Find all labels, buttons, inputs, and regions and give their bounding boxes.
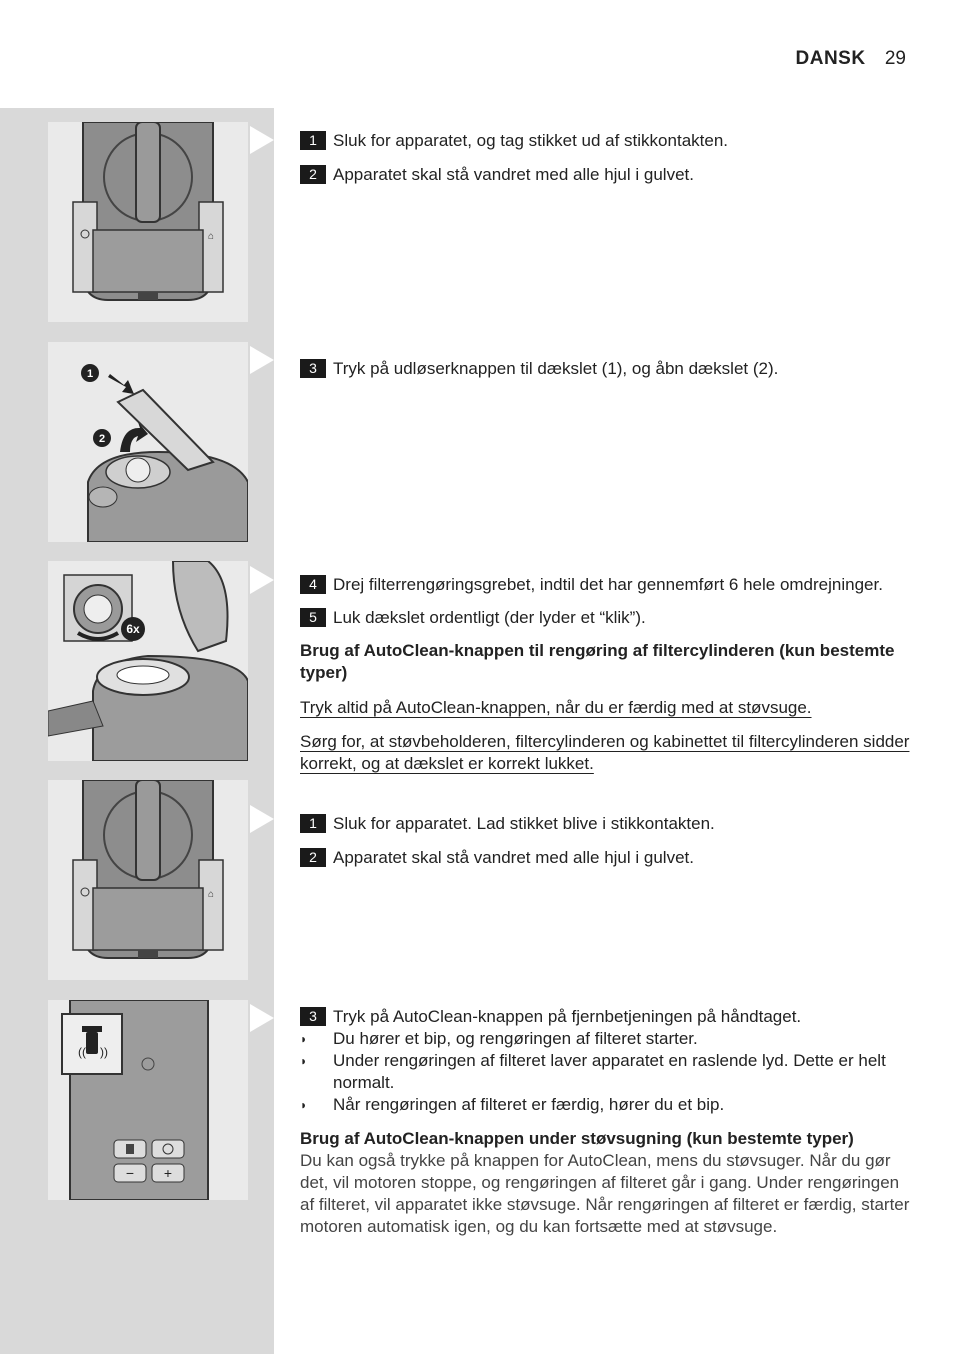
pointer-arrow — [250, 805, 274, 833]
step-number: 3 — [300, 1007, 326, 1026]
step-item — [300, 607, 910, 629]
pointer-arrow — [250, 1004, 274, 1032]
step-number: 4 — [300, 575, 326, 594]
note-text: Sørg for, at støvbeholderen, filtercylinderen og kabinettet til filtercylinderen sidder korrekt, og at dækslet er korrekt lukket. — [300, 732, 910, 773]
bullet-text: Under rengøringen af filteret laver apparatet en raslende lyd. Dette er helt normalt. — [333, 1051, 886, 1092]
step-number: 2 — [300, 848, 326, 867]
section-heading: Brug af AutoClean-knappen til rengøring af filtercylinderen (kun bestemte typer) — [300, 641, 895, 682]
step-text: Sluk for apparatet, og tag stikket ud af stikkontakten. — [333, 131, 729, 150]
note-text: Tryk altid på AutoClean-knappen, når du er færdig med at støvsuge. — [300, 698, 812, 717]
section-open-lid — [300, 358, 910, 380]
minus-button-label: − — [125, 1165, 135, 1181]
callout-2: 2 — [98, 433, 106, 445]
step-text: Drej filterrengøringsgrebet, indtil det har gennemført 6 hele omdrejninger. — [333, 575, 883, 594]
bullet-icon: ◗ — [300, 1032, 308, 1046]
figure-vacuum-top-view-2 — [48, 780, 248, 980]
svg-text:⌂: ⌂ — [207, 231, 215, 242]
figure-filter-knob — [48, 561, 248, 761]
pointer-arrow — [250, 346, 274, 374]
bullet-text: Når rengøringen af filteret er færdig, hører du et bip. — [333, 1095, 725, 1114]
step-item — [300, 813, 910, 835]
step-item — [300, 358, 910, 380]
step-number: 2 — [300, 165, 326, 184]
step-text: Tryk på AutoClean-knappen på fjernbetjeningen på håndtaget. — [333, 1007, 802, 1026]
section-heading: Brug af AutoClean-knappen under støvsugning (kun bestemte typer) — [300, 1129, 854, 1148]
step-number: 5 — [300, 608, 326, 627]
figure-open-lid — [48, 342, 248, 542]
section-filter-clean — [300, 574, 910, 775]
callout-1: 1 — [86, 368, 94, 380]
section-autoclean-press — [300, 1006, 910, 1238]
step-text: Luk dækslet ordentligt (der lyder et “klik”). — [333, 608, 646, 627]
plus-button-label: + — [163, 1165, 173, 1181]
pointer-arrow — [250, 566, 274, 594]
bullet-icon: ◗ — [300, 1098, 308, 1112]
bullet-item — [300, 1050, 910, 1094]
section-unplug — [300, 130, 910, 186]
bullet-icon: ◗ — [300, 1054, 308, 1068]
bullet-text: Du hører et bip, og rengøringen af filteret starter. — [333, 1029, 698, 1048]
svg-text:((: (( — [78, 1045, 86, 1059]
page-header — [796, 48, 906, 70]
figure-handle-remote — [48, 1000, 248, 1200]
step-number: 3 — [300, 359, 326, 378]
bullet-item — [300, 1094, 910, 1116]
section-autoclean-steps — [300, 813, 910, 869]
page-number: 29 — [884, 48, 906, 69]
body-paragraph: Du kan også trykke på knappen for AutoClean, mens du støvsuger. Når du gør det, vil motoren stoppe, og rengøringen af filteret går i gang. Under rengøringen af filteret, vil apparatet ikke støvsuge. Når rengøringen af filteret er færdig, starter motoren automatisk igen, og du kan fortsætte med at støvsuge. — [300, 1151, 910, 1236]
pointer-arrow — [250, 126, 274, 154]
step-number: 1 — [300, 814, 326, 833]
step-item — [300, 574, 910, 596]
step-item — [300, 130, 910, 152]
language-label: DANSK — [795, 48, 866, 69]
svg-text:)): )) — [100, 1045, 108, 1059]
step-number: 1 — [300, 131, 326, 150]
step-item — [300, 164, 910, 186]
callout-6x: 6x — [126, 622, 140, 636]
svg-text:⌂: ⌂ — [207, 889, 215, 900]
step-text: Tryk på udløserknappen til dækslet (1), og åbn dækslet (2). — [333, 359, 779, 378]
bullet-item — [300, 1028, 910, 1050]
step-text: Apparatet skal stå vandret med alle hjul i gulvet. — [333, 848, 694, 867]
step-text: Sluk for apparatet. Lad stikket blive i stikkontakten. — [333, 814, 715, 833]
step-item — [300, 847, 910, 869]
step-text: Apparatet skal stå vandret med alle hjul i gulvet. — [333, 165, 694, 184]
step-item — [300, 1006, 910, 1028]
figure-vacuum-top-view-1 — [48, 122, 248, 322]
